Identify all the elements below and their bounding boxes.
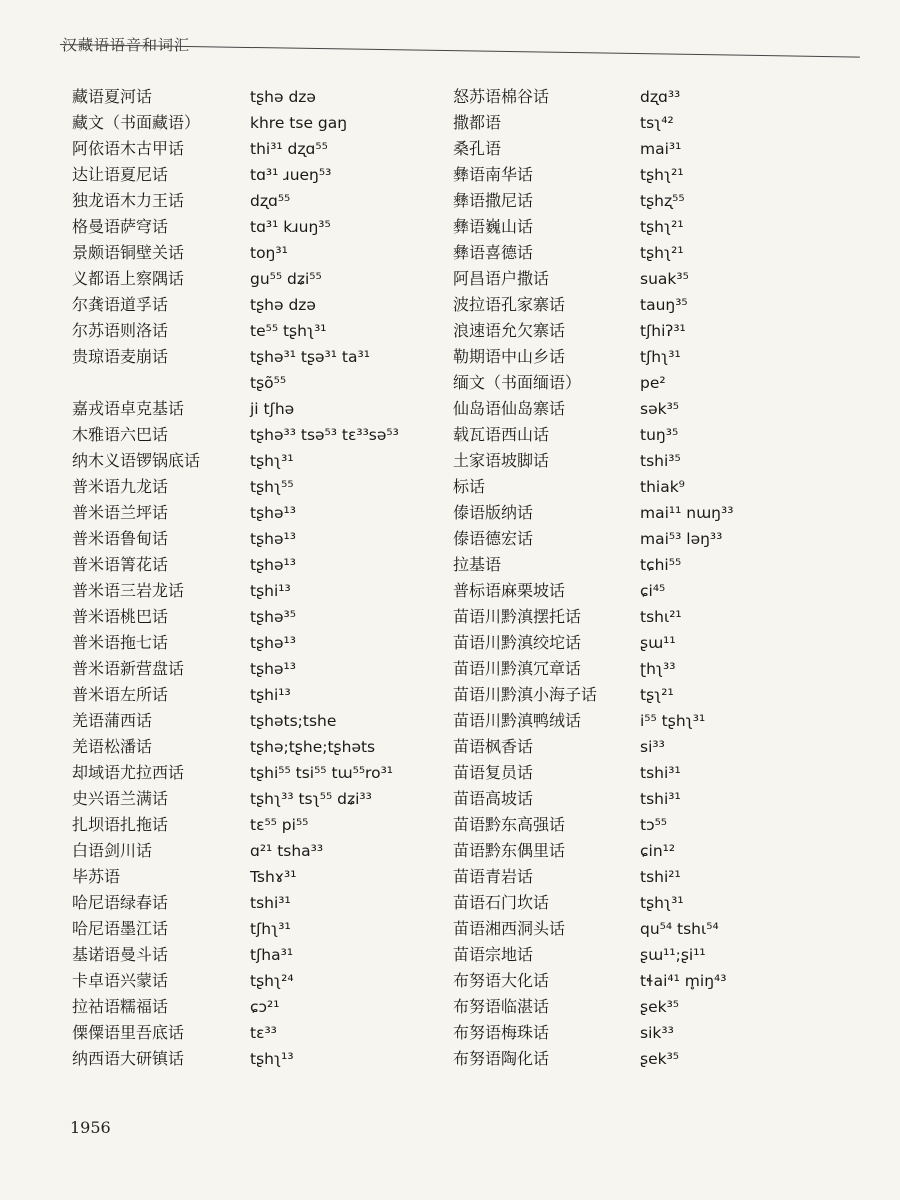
phonetic-form: ɑ²¹ tsha³³ xyxy=(250,842,324,860)
dialect-name: 纳木义语锣锅底话 xyxy=(72,451,201,470)
phonetic-form: tsʅ⁴² xyxy=(640,114,674,132)
dialect-name: 苗语川黔滇小海子话 xyxy=(453,685,598,704)
dialect-name: 阿依语木古甲话 xyxy=(72,139,185,158)
phonetic-form: tʂhʅ³³ tsʅ⁵⁵ dʑi³³ xyxy=(250,790,372,808)
dialect-name: 土家语坡脚话 xyxy=(453,451,550,470)
dialect-name: 普米语新营盘话 xyxy=(72,659,185,678)
phonetic-form: tʂhʅ²¹ xyxy=(640,166,684,184)
dialect-name: 白语剑川话 xyxy=(72,841,153,860)
phonetic-form: tʂhə¹³ xyxy=(250,556,296,574)
dialect-name: 普米语九龙话 xyxy=(72,477,169,496)
dialect-name: 傣语德宏话 xyxy=(453,529,534,548)
dialect-name: 藏语夏河话 xyxy=(72,87,153,106)
dialect-name: 布努语大化话 xyxy=(453,971,550,990)
dialect-name: 嘉戎语卓克基话 xyxy=(72,399,185,418)
dialect-name: 傣语版纳话 xyxy=(453,503,534,522)
dialect-name: 彝语撒尼话 xyxy=(453,191,534,210)
dialect-name: 勒期语中山乡话 xyxy=(453,347,566,366)
dialect-name: 普米语左所话 xyxy=(72,685,169,704)
phonetic-form: tʂhi¹³ xyxy=(250,686,291,704)
phonetic-form: tshi³¹ xyxy=(640,790,681,808)
phonetic-form: ɕin¹² xyxy=(640,842,676,860)
phonetic-form: qu⁵⁴ tshɩ⁵⁴ xyxy=(640,920,719,938)
dialect-name: 桑孔语 xyxy=(453,139,502,158)
dialect-name: 格曼语萨穹话 xyxy=(72,217,169,236)
phonetic-form: pe² xyxy=(640,374,666,392)
running-header-title: 汉藏语语音和词汇 xyxy=(62,36,191,54)
dialect-name: 扎坝语扎拖话 xyxy=(72,815,169,834)
dialect-name: 卡卓语兴蒙话 xyxy=(72,971,169,990)
dialect-name: 普米语桃巴话 xyxy=(72,607,169,626)
dialect-name: 普米语箐花话 xyxy=(72,555,169,574)
phonetic-form: ʂek³⁵ xyxy=(640,1050,680,1068)
dialect-name: 仙岛语仙岛寨话 xyxy=(453,399,566,418)
phonetic-form: mai⁵³ ləŋ³³ xyxy=(640,530,723,548)
dialect-name: 普米语三岩龙话 xyxy=(72,581,185,600)
phonetic-form: tʂhʅ⁵⁵ xyxy=(250,478,294,496)
dialect-name: 达让语夏尼话 xyxy=(72,165,169,184)
dialect-name: 载瓦语西山话 xyxy=(453,425,550,444)
phonetic-form: suak³⁵ xyxy=(640,270,689,288)
dialect-name: 撒都语 xyxy=(453,113,502,132)
phonetic-form: dʐɑ³³ xyxy=(640,88,681,106)
phonetic-form: tʂhʅ¹³ xyxy=(250,1050,294,1068)
phonetic-form: ɕi⁴⁵ xyxy=(640,582,666,600)
phonetic-form: tshi³¹ xyxy=(640,764,681,782)
phonetic-form: khre tse gaŋ xyxy=(250,114,348,132)
phonetic-form: tshi²¹ xyxy=(640,868,681,886)
dialect-name: 普米语兰坪话 xyxy=(72,503,169,522)
phonetic-form: te⁵⁵ tʂhʅ³¹ xyxy=(250,322,327,340)
phonetic-form: tʂhi¹³ xyxy=(250,582,291,600)
dialect-name: 哈尼语绿春话 xyxy=(72,893,169,912)
dialect-name: 史兴语兰满话 xyxy=(72,789,169,808)
dialect-name: 苗语青岩话 xyxy=(453,867,534,886)
dialect-name: 尔苏语则洛话 xyxy=(72,321,169,340)
phonetic-form: tɕhi⁵⁵ xyxy=(640,556,682,574)
dialect-name: 布努语临湛话 xyxy=(453,997,550,1016)
phonetic-form: tshɩ²¹ xyxy=(640,608,682,626)
phonetic-form: tʂhə dzə xyxy=(250,88,316,106)
dialect-name: 普米语拖七话 xyxy=(72,633,169,652)
dialect-name: 景颇语铜壁关话 xyxy=(72,243,185,262)
phonetic-form: tʂhə¹³ xyxy=(250,634,296,652)
dialect-name: 贵琼语麦崩话 xyxy=(72,347,169,366)
phonetic-form: thiak⁹ xyxy=(640,478,685,496)
phonetic-form: tʂhʅ²¹ xyxy=(640,218,684,236)
dialect-name: 尔龚语道孚话 xyxy=(72,295,169,314)
phonetic-form: ʂɯ¹¹;ʂi¹¹ xyxy=(640,946,706,964)
phonetic-form: tʂhə³⁵ xyxy=(250,608,296,626)
phonetic-form: sək³⁵ xyxy=(640,400,680,418)
dialect-name: 基诺语曼斗话 xyxy=(72,945,169,964)
dialect-name: 苗语黔东偶里话 xyxy=(453,841,566,860)
phonetic-form: ɕɔ²¹ xyxy=(250,998,280,1016)
phonetic-form: ʈhʅ³³ xyxy=(640,660,676,678)
dialect-name: 纳西语大研镇话 xyxy=(72,1049,185,1068)
phonetic-form: mai³¹ xyxy=(640,140,682,158)
phonetic-form: tauŋ³⁵ xyxy=(640,296,688,314)
phonetic-form: tʂhʐ⁵⁵ xyxy=(640,192,685,210)
phonetic-form: tʂhəts;tshe xyxy=(250,712,337,730)
dialect-name: 木雅语六巴话 xyxy=(72,425,169,444)
dialect-name: 苗语复员话 xyxy=(453,763,534,782)
phonetic-form: tɑ³¹ kɹuŋ³⁵ xyxy=(250,218,331,236)
phonetic-form: si³³ xyxy=(640,738,665,756)
dialect-name: 苗语高坡话 xyxy=(453,789,534,808)
phonetic-form: tʂhʅ³¹ xyxy=(640,894,684,912)
dialect-name: 独龙语木力王话 xyxy=(72,191,185,210)
phonetic-form: toŋ³¹ xyxy=(250,244,288,262)
phonetic-form: gu⁵⁵ dʑi⁵⁵ xyxy=(250,270,322,288)
phonetic-form: tshi³¹ xyxy=(250,894,291,912)
dialect-name: 却域语尤拉西话 xyxy=(72,763,185,782)
dialect-name: 羌语松潘话 xyxy=(72,737,153,756)
phonetic-form: tʂhʅ³¹ xyxy=(250,452,294,470)
phonetic-form: tʂhə³³ tsə⁵³ tɛ³³sə⁵³ xyxy=(250,426,399,444)
phonetic-form: tʂhə³¹ tʂə³¹ ta³¹ xyxy=(250,348,370,366)
dialect-name: 苗语川黔滇鸭绒话 xyxy=(453,711,582,730)
phonetic-form: ji tʃhə xyxy=(250,400,295,418)
phonetic-form: tɔ⁵⁵ xyxy=(640,816,668,834)
phonetic-form: thi³¹ dʐɑ⁵⁵ xyxy=(250,140,328,158)
dialect-name: 藏文（书面藏语） xyxy=(72,113,201,132)
dialect-name: 毕苏语 xyxy=(72,867,121,886)
dialect-name: 阿昌语户撒话 xyxy=(453,269,550,288)
phonetic-form: tʃhʅ³¹ xyxy=(250,920,291,938)
dialect-name: 苗语川黔滇摆托话 xyxy=(453,607,582,626)
dialect-name: 普标语麻栗坡话 xyxy=(453,581,566,600)
dialect-name: 苗语宗地话 xyxy=(453,945,534,964)
dialect-name: 苗语石门坎话 xyxy=(453,893,550,912)
phonetic-form: tɛ⁵⁵ pi⁵⁵ xyxy=(250,816,309,834)
phonetic-form: tʂhə¹³ xyxy=(250,530,296,548)
phonetic-form: sik³³ xyxy=(640,1024,674,1042)
dialect-name: 彝语南华话 xyxy=(453,165,534,184)
dialect-name: 苗语湘西洞头话 xyxy=(453,919,566,938)
phonetic-form: tʂhə;tʂhe;tʂhəts xyxy=(250,738,376,756)
phonetic-form: ʂek³⁵ xyxy=(640,998,680,1016)
phonetic-form: dʐɑ⁵⁵ xyxy=(250,192,291,210)
phonetic-form: ʂɯ¹¹ xyxy=(640,634,676,652)
phonetic-form: tɛ³³ xyxy=(250,1024,277,1042)
dialect-name: 怒苏语棉谷话 xyxy=(453,87,550,106)
phonetic-form: tʂhə dzə xyxy=(250,296,316,314)
phonetic-form: tshi³⁵ xyxy=(640,452,681,470)
phonetic-form: tɑ³¹ ɹueŋ⁵³ xyxy=(250,166,332,184)
dialect-name: 彝语巍山话 xyxy=(453,217,534,236)
phonetic-form: tʂhʅ²¹ xyxy=(640,244,684,262)
dialect-name: 哈尼语墨江话 xyxy=(72,919,169,938)
dialect-name: 布努语陶化话 xyxy=(453,1049,550,1068)
dialect-name: 苗语川黔滇绞坨话 xyxy=(453,633,582,652)
dialect-name: 羌语蒲西话 xyxy=(72,711,153,730)
phonetic-form: tɬai⁴¹ m̥iŋ⁴³ xyxy=(640,972,727,990)
phonetic-form: tuŋ³⁵ xyxy=(640,426,679,444)
dialect-name: 彝语喜德话 xyxy=(453,243,534,262)
phonetic-form: tʂhə¹³ xyxy=(250,504,296,522)
dialect-name: 傈僳语里吾底话 xyxy=(72,1023,185,1042)
phonetic-form: tʂʅ²¹ xyxy=(640,686,674,704)
phonetic-form: tʂhʅ²⁴ xyxy=(250,972,294,990)
dialect-name: 浪速语允欠寨话 xyxy=(453,321,566,340)
phonetic-form: tʃhiʔ³¹ xyxy=(640,322,686,340)
page-number: 1956 xyxy=(70,1118,111,1137)
dialect-name: 拉基语 xyxy=(453,555,502,574)
phonetic-form: Tshɤ³¹ xyxy=(250,868,297,886)
phonetic-form: tʂõ⁵⁵ xyxy=(250,374,287,392)
dialect-name: 标话 xyxy=(453,477,486,496)
phonetic-form: tʃhʅ³¹ xyxy=(640,348,681,366)
dialect-name: 普米语鲁甸话 xyxy=(72,529,169,548)
dialect-name: 义都语上察隅话 xyxy=(72,269,185,288)
dialect-name: 苗语黔东高强话 xyxy=(453,815,566,834)
phonetic-form: i⁵⁵ tʂhʅ³¹ xyxy=(640,712,706,730)
dialect-name: 缅文（书面缅语） xyxy=(453,373,582,392)
phonetic-form: mai¹¹ nɯŋ³³ xyxy=(640,504,734,522)
dialect-name: 拉祜语糯福话 xyxy=(72,997,169,1016)
phonetic-form: tʃha³¹ xyxy=(250,946,294,964)
phonetic-form: tʂhə¹³ xyxy=(250,660,296,678)
phonetic-form: tʂhi⁵⁵ tsi⁵⁵ tɯ⁵⁵ro³¹ xyxy=(250,764,393,782)
dialect-name: 波拉语孔家寨话 xyxy=(453,295,566,314)
dialect-name: 苗语枫香话 xyxy=(453,737,534,756)
dialect-name: 苗语川黔滇冗章话 xyxy=(453,659,582,678)
dialect-name: 布努语梅珠话 xyxy=(453,1023,550,1042)
